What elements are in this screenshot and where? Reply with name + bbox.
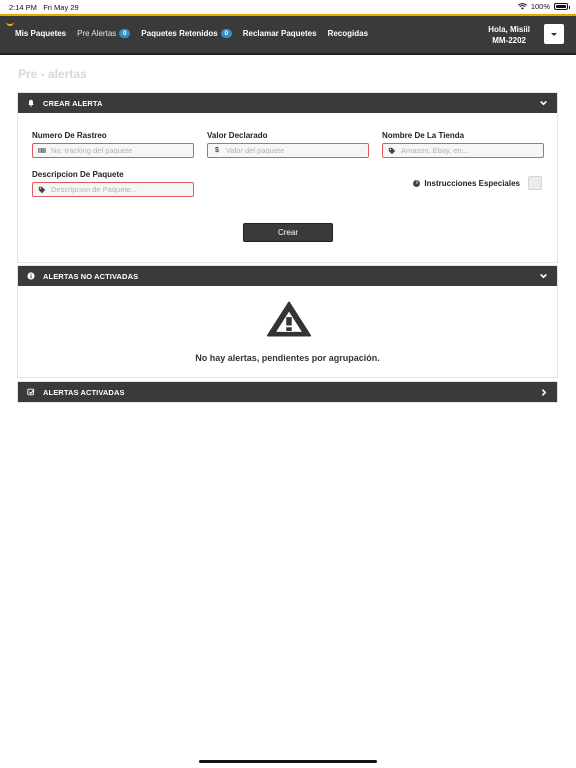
chevron-down-icon[interactable]: [539, 272, 548, 282]
alertas-activadas-title: ALERTAS ACTIVADAS: [43, 387, 125, 397]
warning-triangle-icon: [266, 300, 312, 338]
top-navbar: [0, 14, 576, 55]
chevron-right-icon[interactable]: [540, 388, 548, 399]
valor-label: Valor Declarado: [207, 131, 268, 140]
nav-item-label: Paquetes Retenidos: [141, 29, 218, 38]
nav-item-recogidas[interactable]: [328, 29, 368, 38]
tag-icon: [38, 186, 46, 194]
nav-item-mis-paquetes[interactable]: [15, 29, 66, 38]
nav-item-reclamar-paquetes[interactable]: [243, 29, 317, 38]
user-greeting: [488, 24, 530, 46]
tracking-label: Numero De Rastreo: [32, 131, 107, 140]
status-indicators: [518, 2, 568, 11]
crear-alerta-title: CREAR ALERTA: [43, 98, 103, 108]
pre-alertas-count-badge: 0: [119, 29, 130, 38]
dollar-icon: $: [215, 147, 219, 154]
page-title: Pre - alertas: [18, 67, 87, 81]
bell-icon: [27, 99, 35, 107]
alertas-no-activadas-panel: [17, 265, 558, 378]
nav-item-label: Pre Alertas: [77, 29, 117, 38]
nav-item-label: Recogidas: [327, 29, 369, 38]
nav-item-pre-alertas[interactable]: [77, 29, 130, 38]
nav-item-paquetes-retenidos[interactable]: [141, 29, 231, 38]
user-code: MM-2202: [492, 36, 526, 45]
user-menu-dropdown-button[interactable]: [544, 24, 564, 44]
special-instructions: [413, 176, 542, 190]
crear-alerta-panel: [17, 92, 558, 263]
battery-percent: 100%: [530, 2, 550, 11]
status-time: 2:14 PM: [9, 3, 37, 12]
descripcion-label: Descripcion De Paquete: [32, 170, 124, 179]
info-icon: i: [413, 180, 420, 187]
descripcion-placeholder: Descripcion de Paquete...: [51, 185, 137, 194]
logo-icon: [6, 18, 14, 26]
alertas-no-activadas-title: ALERTAS NO ACTIVADAS: [43, 271, 139, 281]
status-date: Fri May 29: [43, 3, 79, 12]
alertas-activadas-panel: [17, 381, 558, 403]
paquetes-retenidos-count-badge: 0: [221, 29, 232, 38]
nav-item-label: Mis Paquetes: [15, 29, 67, 38]
empty-state-message: No hay alertas, pendientes por agrupación.: [195, 353, 380, 363]
crear-button[interactable]: Crear: [243, 223, 333, 242]
chevron-down-icon[interactable]: [539, 99, 548, 109]
alertas-activadas-header[interactable]: [18, 382, 557, 402]
valor-placeholder: Valor del paquete: [226, 146, 285, 155]
descripcion-input[interactable]: [32, 182, 194, 197]
tracking-input[interactable]: [32, 143, 194, 158]
tracking-placeholder: No. tracking del paquete: [51, 146, 133, 155]
special-instructions-checkbox[interactable]: [528, 176, 542, 190]
barcode-icon: [38, 147, 46, 155]
user-name: Hola, Misiil: [488, 25, 530, 34]
nav-menu: [15, 29, 368, 38]
tag-icon: [388, 147, 396, 155]
crear-alerta-header[interactable]: [18, 93, 557, 113]
caret-down-icon: [551, 33, 557, 36]
wifi-icon: [518, 3, 527, 10]
home-indicator[interactable]: [199, 760, 377, 763]
tienda-label: Nombre De La Tienda: [382, 131, 465, 140]
status-bar: [0, 0, 576, 14]
status-time-date: [9, 3, 79, 12]
battery-fill: [556, 5, 566, 8]
special-instructions-label: Instrucciones Especiales: [424, 178, 520, 188]
check-square-icon: [27, 388, 35, 396]
tienda-placeholder: Amazon, Ebay, etc...: [401, 146, 470, 155]
valor-input[interactable]: [207, 143, 369, 158]
nav-item-label: Reclamar Paquetes: [242, 29, 317, 38]
alertas-no-activadas-header[interactable]: [18, 266, 557, 286]
tienda-input[interactable]: [382, 143, 544, 158]
battery-icon: [554, 3, 568, 10]
info-circle-icon: [27, 272, 35, 280]
